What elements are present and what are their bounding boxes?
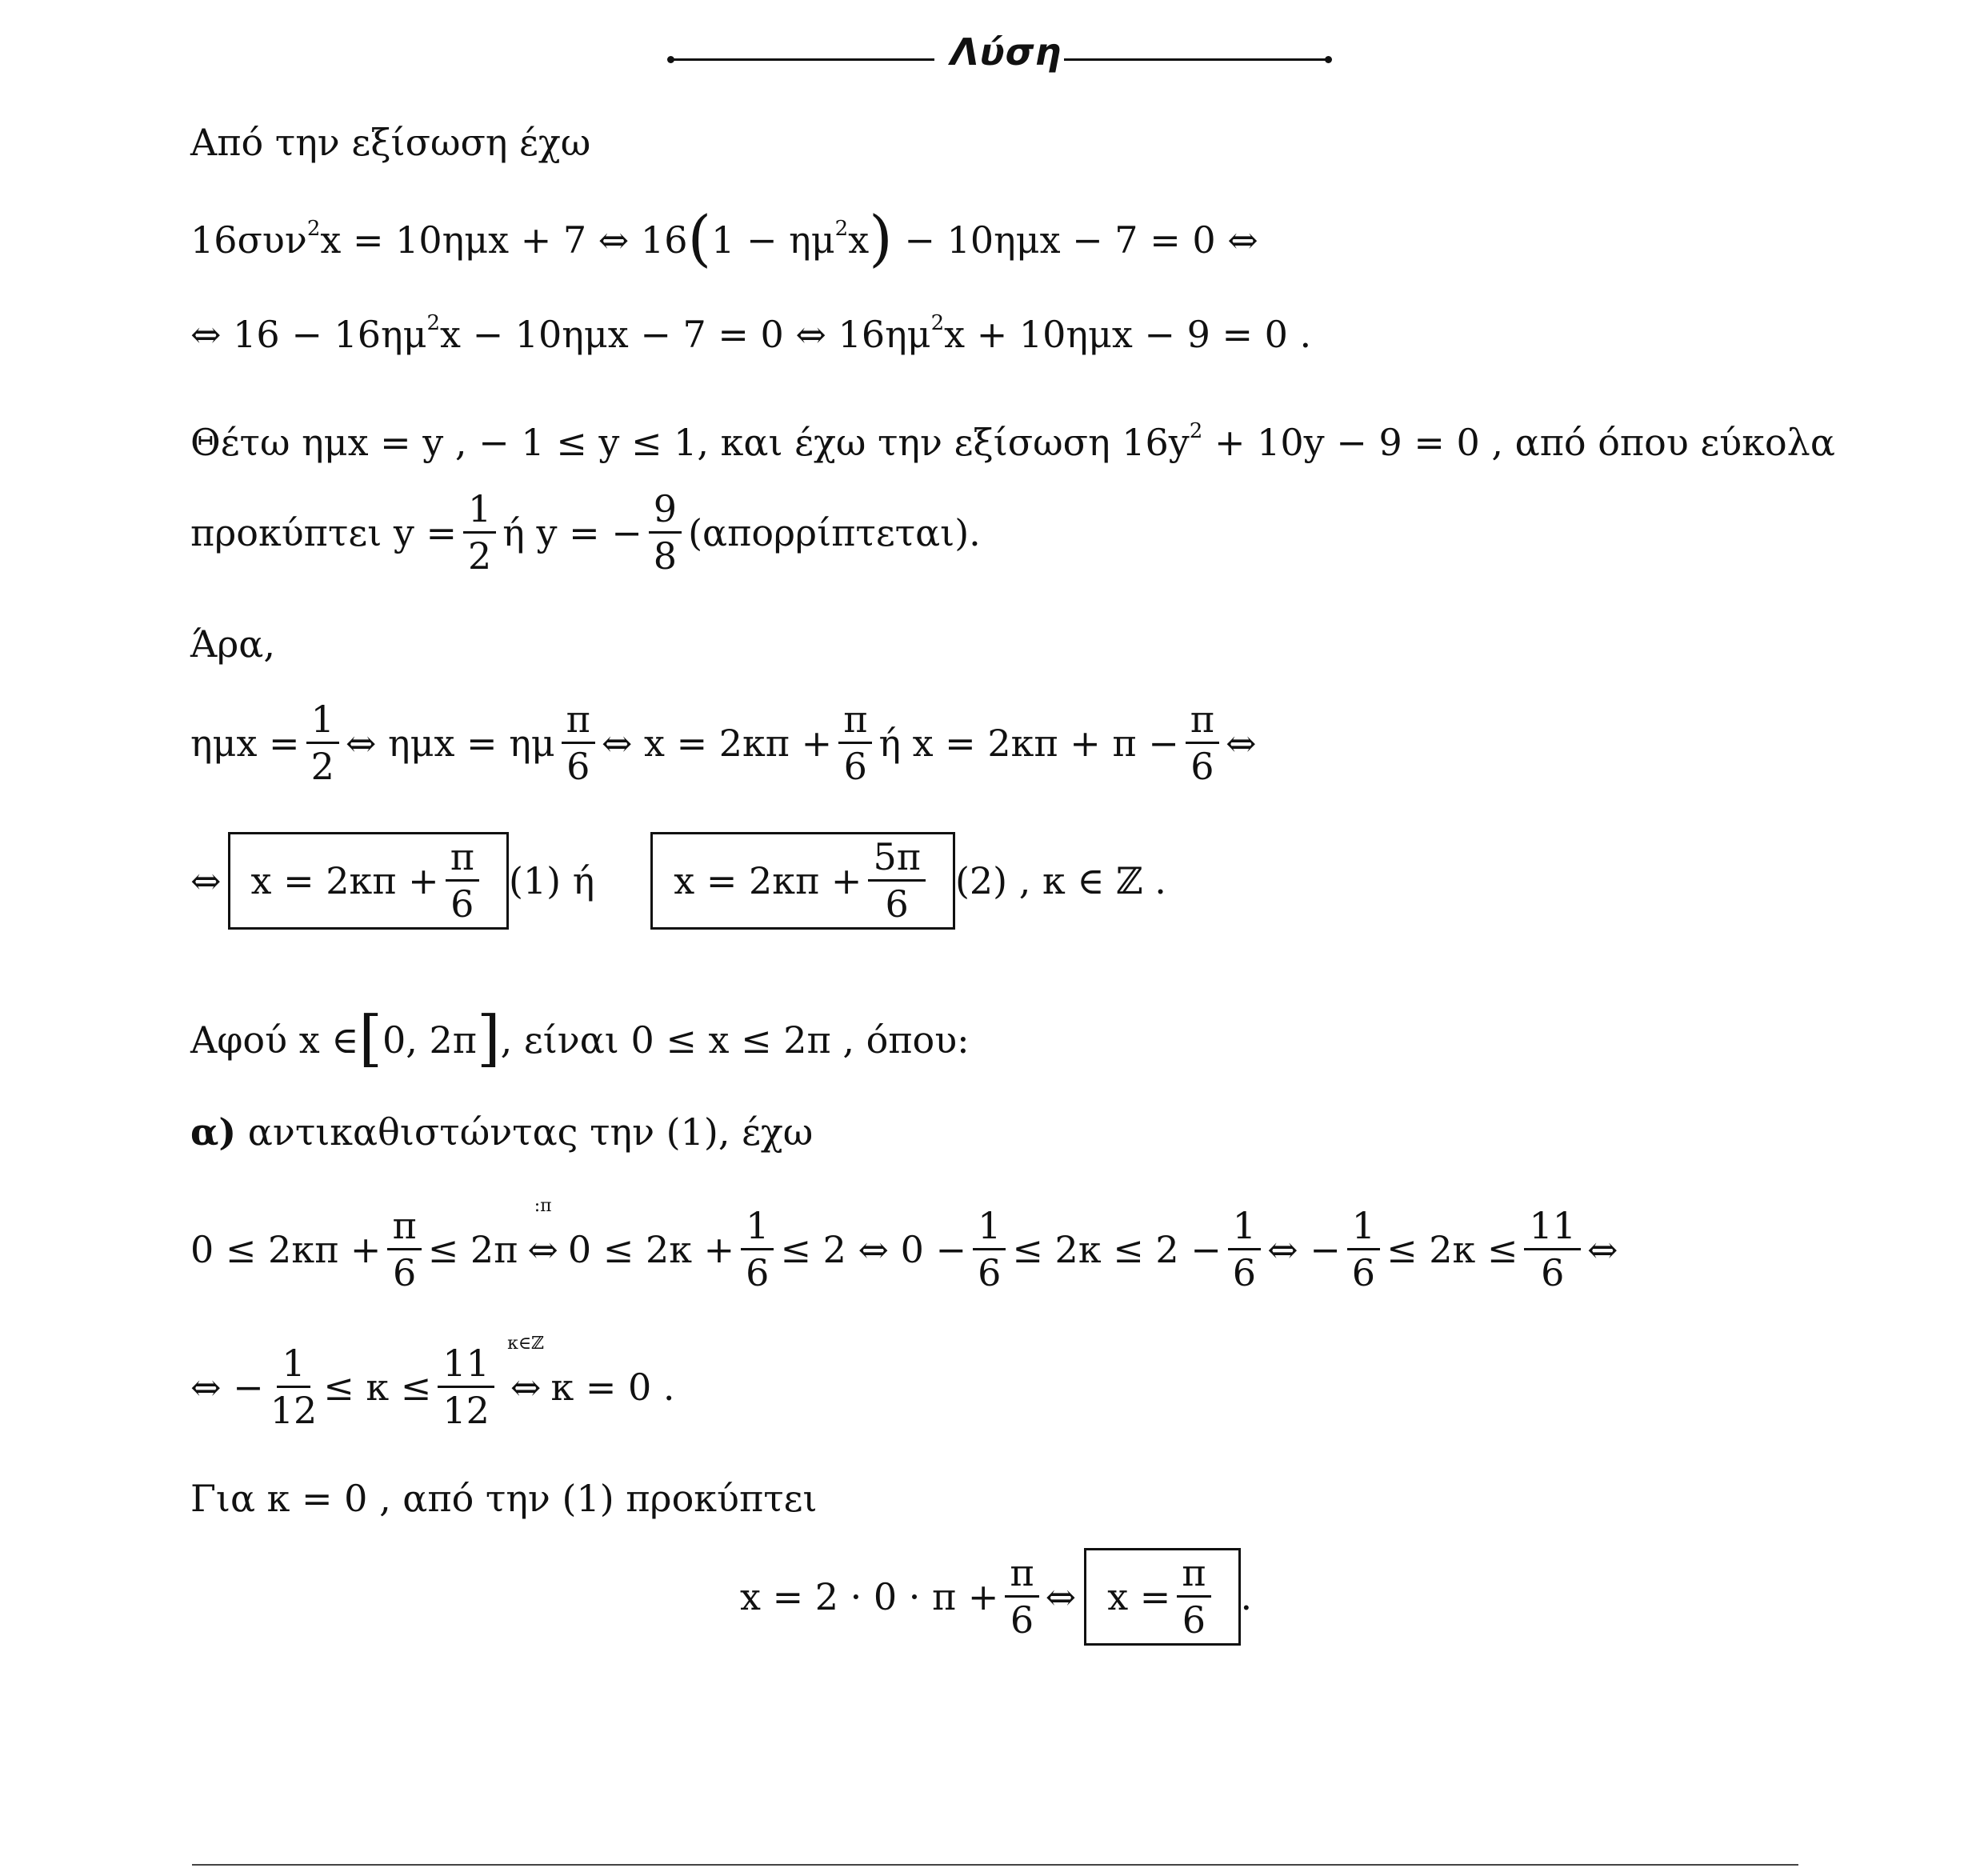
exponent: 2 [930,311,945,335]
denominator: 6 [843,745,867,789]
fraction [562,698,595,789]
inequality-line-2 [190,1333,675,1433]
bracket-left: [ [358,1002,382,1074]
eq-part: ⇔ 16 − 16ημ [190,313,427,356]
paren-left: ( [687,202,712,274]
numerator: 9 [649,490,682,534]
header-rule-left [670,58,934,61]
denominator: 6 [450,882,474,926]
bracket-right: ] [477,1002,501,1074]
operator: ⇔ [527,1227,558,1271]
numerator: 1 [306,700,339,744]
eq-part: κ = 0 . [550,1365,675,1409]
text-part: προκύπτει y = [190,510,458,554]
eq-part: ⇔ [1045,1574,1077,1618]
fraction [306,698,339,789]
final-solution [740,1548,1252,1646]
case-a-heading [190,1110,814,1154]
denominator: 6 [1541,1251,1565,1295]
fraction [438,1342,494,1433]
paren-right: ) [869,202,893,274]
denominator: 6 [1190,745,1214,789]
eq-part: ⇔ [190,858,222,902]
text-part: 0, 2π [382,1018,477,1062]
exponent: 2 [426,311,441,335]
text-part: Θέτω ημx = y , − 1 ≤ y ≤ 1, και έχω την εξίσωση 16y [190,421,1190,464]
general-solutions [190,832,1166,930]
operator: ⇔ [510,1365,542,1409]
denominator: 6 [978,1251,1002,1295]
numerator: 1 [463,490,496,534]
fraction [1347,1206,1380,1293]
denominator: 6 [1010,1598,1034,1642]
substitution-text [190,419,1835,464]
eq-part: x = 2κπ + [250,858,439,902]
numerator: 1 [973,1206,1006,1250]
eq-part: ⇔ [1586,1227,1618,1271]
eq-part: ⇔ x = 2κπ + [601,721,833,765]
divide-equivalence [527,1195,558,1271]
boxed-solution-2 [650,832,955,930]
numerator: 1 [277,1344,310,1388]
eq-part: ⇔ ημx = ημ [345,721,555,765]
eq-part: ⇔ − [1267,1227,1341,1271]
fraction [973,1206,1006,1293]
denominator: 6 [746,1251,770,1295]
eq-part: x = 2κπ + [674,858,862,902]
denominator: 6 [566,745,590,789]
eq-part: ⇔ − [190,1365,264,1409]
eq-part: − 10ημx − 7 = 0 ⇔ [892,218,1258,262]
fraction [1186,698,1219,789]
eq-part: (2) , κ ∈ ℤ . [954,858,1166,902]
operator-annotation: κ∈ℤ [507,1333,545,1354]
denominator: 6 [1351,1251,1376,1295]
inequality-line-1 [190,1195,1618,1295]
eq-part: ≤ 2 ⇔ 0 − [780,1227,967,1271]
eq-part: x [848,218,870,262]
denominator: 2 [310,745,334,789]
numerator: 1 [1228,1206,1261,1250]
header-rule-right [1064,58,1328,61]
case-label: α) [190,1110,237,1154]
equation-line-2 [190,311,1312,356]
numerator: π [1005,1554,1038,1598]
numerator: π [562,700,595,744]
eq-part: x + 10ημx − 9 = 0 . [944,313,1312,356]
denominator: 2 [468,534,492,578]
integer-equivalence [507,1333,545,1409]
eq-part: 0 ≤ 2κ + [567,1227,735,1271]
for-k-zero-text: Για κ = 0 , από την (1) προκύπτει [190,1477,818,1520]
text-part: + 10y − 9 = 0 , από όπου εύκολα [1202,421,1835,464]
eq-part: x = [1107,1574,1171,1618]
eq-part: x − 10ημx − 7 = 0 ⇔ 16ημ [440,313,931,356]
eq-part: ⇔ [1226,721,1257,765]
eq-part: . [1240,1574,1253,1618]
roots-line [190,487,981,578]
eq-part: ≤ 2κ ≤ [1386,1227,1518,1271]
numerator: π [1177,1554,1210,1598]
denominator: 6 [392,1251,417,1295]
numerator: 5π [868,838,926,882]
eq-part: 16συν [190,218,307,262]
fraction [1228,1206,1261,1293]
eq-part: ≤ 2κ ≤ 2 − [1012,1227,1222,1271]
text-part: αντικαθιστώντας την (1), έχω [236,1110,814,1154]
page-footer-rule [192,1864,1798,1866]
operator-annotation: :π [534,1195,552,1216]
text-part: , είναι 0 ≤ x ≤ 2π , όπου: [500,1018,970,1062]
exponent: 2 [834,217,849,241]
eq-part: x = 10ημx + 7 ⇔ 16 [320,218,688,262]
text-part: (απορρίπτεται). [688,510,981,554]
header-dot-right [1325,56,1332,63]
fraction [649,487,682,578]
therefore-text: Άρα, [190,622,275,666]
fraction [387,1206,421,1293]
denominator: 6 [885,882,909,926]
fraction [270,1342,318,1433]
fraction [838,698,872,789]
boxed-final-answer [1084,1548,1240,1646]
equation-line-1 [190,202,1258,274]
numerator: π [838,700,872,744]
domain-text [190,1002,970,1074]
fraction [741,1206,774,1293]
numerator: 1 [741,1206,774,1250]
numerator: 11 [1524,1206,1581,1250]
numerator: π [387,1206,421,1250]
eq-part: 0 ≤ 2κπ + [190,1227,382,1271]
eq-part: x = 2 · 0 · π + [740,1574,999,1618]
eq-part: ≤ 2π [427,1227,518,1271]
eq-part: ημx = [190,721,300,765]
equation-line-3 [190,698,1257,789]
eq-part: (1) ή [508,858,595,902]
text-part: ή y = − [502,510,642,554]
numerator: π [1186,700,1219,744]
denominator: 6 [1182,1598,1206,1642]
intro-text: Από την εξίσωση έχω [190,121,591,164]
boxed-solution-1 [228,832,509,930]
section-title: Λύση [950,30,1062,74]
fraction [446,835,479,926]
denominator: 12 [270,1389,318,1433]
denominator: 8 [653,534,678,578]
fraction [868,835,926,926]
eq-part: 1 − ημ [711,218,835,262]
eq-part: ή x = 2κπ + π − [878,721,1179,765]
fraction [1005,1551,1038,1642]
fraction [463,487,496,578]
denominator: 6 [1232,1251,1257,1295]
numerator: π [446,838,479,882]
fraction [1524,1206,1581,1293]
exponent: 2 [306,217,321,241]
fraction [1177,1551,1210,1642]
numerator: 1 [1347,1206,1380,1250]
eq-part: ≤ κ ≤ [323,1365,432,1409]
denominator: 12 [442,1389,490,1433]
exponent: 2 [1189,419,1203,443]
numerator: 11 [438,1344,494,1388]
text-part: Αφού x ∈ [190,1018,359,1062]
